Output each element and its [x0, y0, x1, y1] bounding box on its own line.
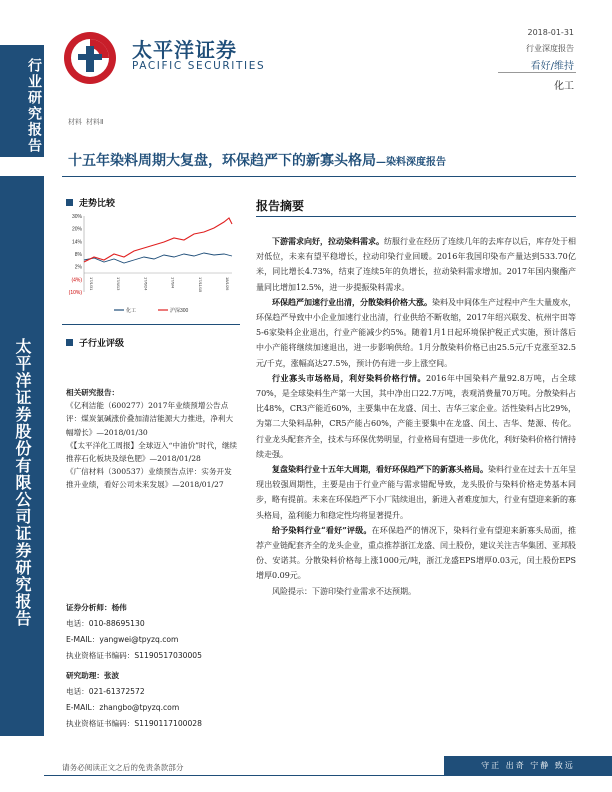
- trend-heading: [66, 196, 115, 209]
- sidebar-category-label: 行业研究报告: [26, 58, 42, 154]
- x-tick-label: 17/1/31: [89, 277, 94, 291]
- title-main: 十五年染料周期大复盘，环保趋严下的新寡头格局: [68, 153, 376, 169]
- paragraph-lead: 行业寡头市场格局，利好染料价格行情。: [272, 372, 427, 383]
- assistant-label: 研究助理：: [66, 671, 104, 680]
- paragraph-lead: 下游需求向好，拉动染料需求。: [272, 236, 384, 246]
- paragraph-lead: 给予染料行业“看好”评级。: [272, 524, 372, 535]
- y-tick-label: 20%: [71, 226, 82, 233]
- related-reports-label: 相关研究报告：: [66, 388, 120, 397]
- abstract-body: [256, 234, 576, 599]
- brand-name-en: PACIFIC SECURITIES: [132, 60, 266, 72]
- related-report-item[interactable]: 《广信材料（300537）业绩预告点评：实务开发推升业绩，看好公司未来发展》—2018/01/27: [66, 467, 232, 490]
- abstract-divider: [256, 216, 576, 217]
- y-tick-label: 8%: [74, 252, 82, 258]
- assistant-info: [66, 668, 238, 732]
- paragraph-text: 染料及中间体生产过程中产生大量废水，环保趋严导致中小企业加速行业出清，行业供给不断收缩，2017年绍兴联发、杭州宇田等5-6家染料企业退出，行业产能减少约5%。随着1月1日起环境保护税正式实施，预计落后中小产能将继续加速退出，进一步影响供给。1月分散染料价格已由25.5元/千克涨至32.5元/千克，涨幅高达27.5%，预计仍有进一步上涨空间。: [256, 297, 576, 368]
- analyst-email[interactable]: E-MAIL：yangwei@tpyzq.com: [66, 635, 179, 644]
- abstract-paragraph: [256, 523, 576, 584]
- related-reports: [66, 386, 238, 492]
- report-type: 行业深度报告: [526, 44, 574, 53]
- footer-disclaimer: 请务必阅读正文之后的免责条款部分: [62, 763, 184, 772]
- abstract-paragraph: [256, 371, 576, 462]
- x-tick-label: 17/11/15: [197, 277, 203, 293]
- analyst-phone: 电话：010-88695130: [66, 619, 145, 628]
- related-report-item[interactable]: 《【太平洋化工周报】全球迈入“中油价”时代，继续推荐石化板块及绿色肥》—2018/01/28: [66, 440, 238, 464]
- breadcrumb: [68, 117, 103, 127]
- paragraph-text: 染料行业在过去十五年呈现出较强周期性，主要是由于行业产能与需求错配导致，龙头股价与染料价格走势基本同步，略有提前。未来在环保趋严下小厂陆续退出，新进入者难度加大，行业有望迎来新的寡头格局，盈利能力和稳定性均将显著提升。: [256, 465, 576, 520]
- abstract-paragraph: [256, 584, 576, 599]
- paragraph-lead: 环保趋严加速行业出清，分散染料价格大涨。: [272, 296, 432, 307]
- bullet-square-icon: [66, 339, 73, 346]
- abstract-paragraph: [256, 295, 576, 371]
- pacific-securities-logo: [62, 30, 118, 86]
- title-suffix: —染料深度报告: [376, 157, 446, 168]
- abstract-paragraph: [256, 234, 576, 295]
- x-tick-label: 17/4/13: [116, 277, 122, 291]
- y-tick-label: 2%: [74, 264, 82, 271]
- page-title: [68, 150, 446, 170]
- sidebar-company-label: 太平洋证券股份有限公司证券研究报告: [13, 337, 32, 627]
- subsector-rating-heading: [66, 336, 124, 349]
- assistant-phone: 电话：021-61372572: [66, 687, 145, 696]
- analyst-license: 执业资格证书编码：S1190517030005: [66, 651, 202, 660]
- footer-divider: [44, 775, 444, 776]
- industry-rating: 看好/维持: [530, 61, 574, 72]
- breadcrumb-item: 材料: [68, 118, 82, 126]
- analyst-info: [66, 600, 238, 664]
- report-date: 2018-01-31: [527, 28, 574, 37]
- paragraph-text: 在环保趋严的情况下，染料行业有望迎来新寡头局面，推荐产业链配套齐全的龙头企业，重点推荐浙江龙盛、闰土股份，建议关注吉华集团、亚邦股份、安诺其。分散染料价格每上涨1000元/吨，浙江龙盛EPS增厚0.03元，闰土股份EPS增厚0.09元。: [256, 525, 577, 581]
- trend-chart: [62, 210, 238, 315]
- analyst-name: 杨伟: [111, 603, 127, 612]
- y-tick-label: (4%): [71, 277, 82, 284]
- paragraph-text: 风险提示：下游印染行业需求不达预期。: [272, 586, 416, 596]
- analyst-label: 证券分析师：: [66, 603, 112, 612]
- series-line-1: [84, 253, 232, 263]
- chart-divider: [62, 324, 240, 325]
- header-divider: [498, 72, 576, 73]
- x-tick-label: 17/9/4: [170, 277, 176, 289]
- bullet-square-icon: [66, 199, 73, 206]
- legend-label: 沪深300: [170, 308, 189, 314]
- x-tick-label: 18/1/26: [225, 277, 230, 291]
- legend-label: 化工: [126, 308, 137, 314]
- abstract-heading: 报告摘要: [256, 199, 305, 213]
- abstract-paragraph: [256, 462, 576, 523]
- y-tick-label: 14%: [71, 239, 82, 246]
- paragraph-text: 2016年中国染料产量92.8万吨，占全球70%，是全球染料生产第一大国，其中净出口22.7万吨，表观消费量70万吨。分散染料占比48%，CR3产能近60%，主要集中在龙盛、闰土、吉华三家企业。活性染料占比29%，为第二大染料品种，CR5产能占60%，产能主要集中在龙盛、闰土、吉华、楚源、传化。行业龙头配套齐全，技术与环保优势明显，行业格局有望进一步优化，利好染料价格行情持续走强。: [256, 373, 577, 459]
- assistant-name: 张波: [103, 671, 120, 680]
- assistant-email[interactable]: E-MAIL：zhangbo@tpyzq.com: [66, 703, 180, 712]
- sector-label: 化工: [554, 81, 574, 92]
- assistant-license: 执业资格证书编码：S1190117100028: [66, 719, 202, 728]
- trend-heading-label: 走势比较: [79, 199, 116, 209]
- related-report-item[interactable]: 《亿利洁能（600277）2017年业绩预增公告点评：煤炭氯碱涨价叠加清洁能源大力推进，净利大幅增长》—2018/01/30: [66, 401, 234, 437]
- footer-motto: 守正 出奇 宁静 致远: [444, 756, 612, 776]
- series-line-2: [84, 218, 232, 262]
- paragraph-text: 纺服行业在经历了连续几年的去库存以后，库存处于相对低位，未来有望平稳增长，拉动印染行业回暖。2016年我国印染布产量达到533.70亿米，同比增长4.73%，结束了连续5年的负增长，拉动染料需求增加。2017年国内聚酯产量同比增加12.5%，进一步提振染料需求。: [256, 237, 576, 292]
- x-tick-label: 17/6/24: [143, 277, 149, 291]
- subsector-rating-label: 子行业评级: [79, 339, 125, 349]
- breadcrumb-item: 材料Ⅱ: [86, 118, 104, 126]
- y-tick-label: 30%: [71, 214, 82, 220]
- brand-name-cn: 太平洋证券: [132, 38, 237, 62]
- title-divider: [62, 176, 576, 177]
- y-tick-label: (10%): [68, 290, 82, 296]
- paragraph-lead: 复盘染料行业十五年大周期，看好环保趋严下的新寡头格局。: [272, 464, 488, 475]
